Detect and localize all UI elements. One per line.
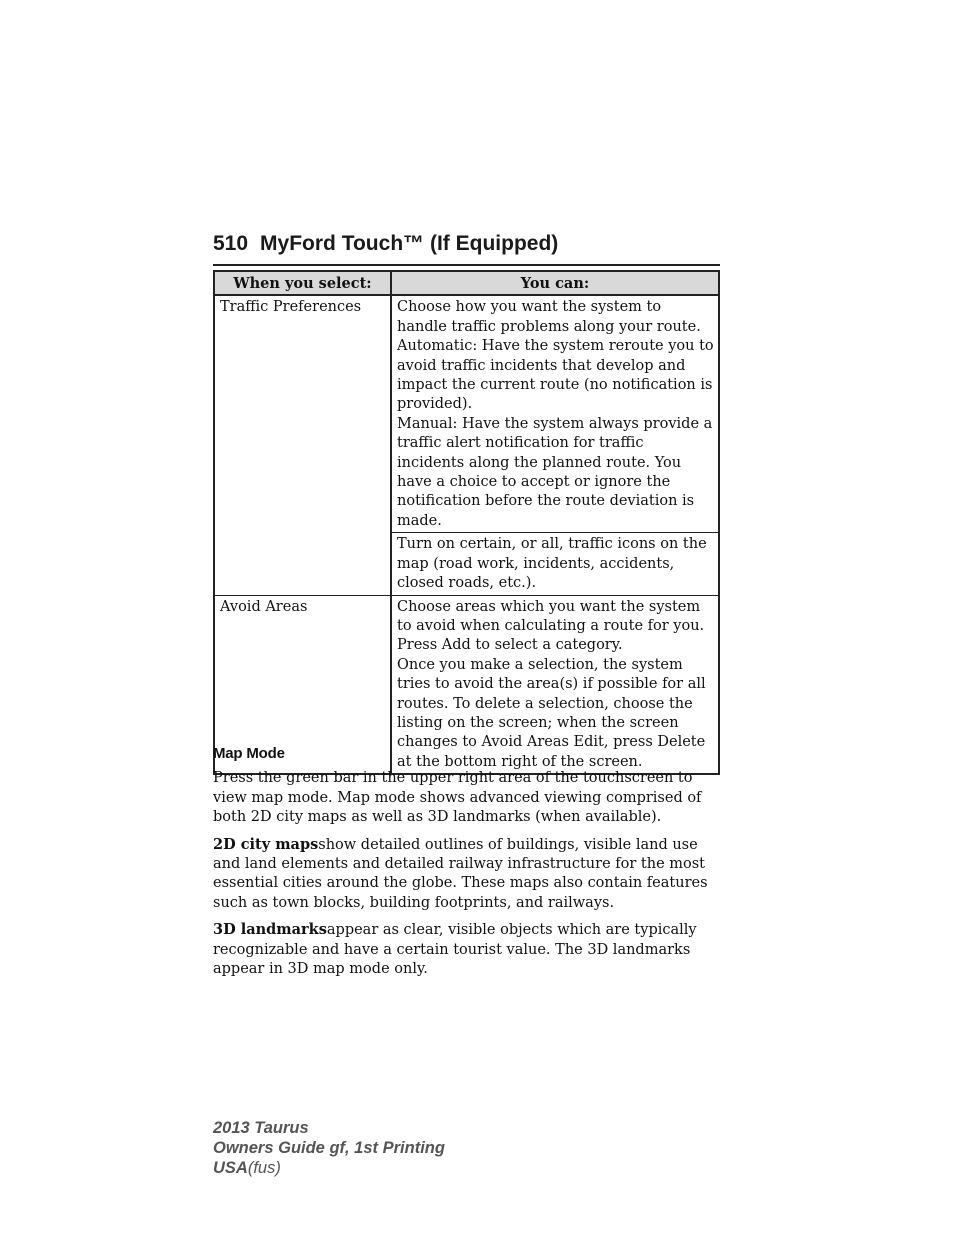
page-number: 510 — [213, 232, 249, 255]
section-title: MyFord Touch™ (If Equipped) — [260, 232, 559, 255]
row-label: Traffic Preferences — [214, 295, 391, 532]
description-paragraph: Turn on certain, or all, traffic icons on the map (road work, incidents, accidents, closed roads, etc.). — [397, 536, 707, 592]
intro-paragraph: Press the green bar in the upper right area of the touchscreen to view map mode. Map mode shows advanced viewing comprised of both 2D city maps as well as 3D landmarks (when available). — [213, 770, 702, 826]
landmarks-paragraph — [213, 920, 723, 979]
city-maps-text: show detailed outlines of buildings, visible land use and land elements and detailed railway infrastructure for the most essential cities around the globe. These maps also contain features such as town blocks, building footprints, and railways. — [213, 836, 708, 911]
section-heading: Map Mode — [213, 745, 285, 762]
column-header-select: When you select: — [214, 271, 391, 295]
row-label: Avoid Areas — [214, 595, 391, 774]
description-paragraph: Choose areas which you want the system to avoid when calculating a route for you. Press Add to select a category. — [397, 598, 705, 654]
map-mode-section — [213, 744, 723, 986]
table-row — [214, 295, 719, 532]
column-header-can: You can: — [391, 271, 719, 295]
footer-model: 2013 Taurus — [213, 1119, 309, 1137]
city-maps-paragraph — [213, 835, 723, 914]
settings-table — [213, 270, 720, 775]
row-description — [391, 533, 719, 595]
description-paragraph: Manual: Have the system always provide a traffic alert notification for traffic incidents along the planned route. You have a choice to accept or ignore the notification before the route deviation is made. — [397, 415, 713, 529]
description-paragraph: Once you make a selection, the system tries to avoid the area(s) if possible for all routes. To delete a selection, choose the listing on the screen; when the screen changes to Avoid Areas Edit, press Delete at the bottom right of the screen. — [397, 656, 706, 770]
footer-country: USA — [213, 1159, 248, 1177]
row-label — [214, 533, 391, 595]
description-paragraph: Automatic: Have the system reroute you to avoid traffic incidents that develop and impact the current route (no notification is provided). — [397, 338, 714, 413]
footer-guide: Owners Guide gf, 1st Printing — [213, 1139, 445, 1157]
page-footer — [213, 1118, 445, 1178]
landmarks-text: appear as clear, visible objects which are typically recognizable and have a certain tourist value. The 3D landmarks appear in 3D map mode only. — [213, 922, 697, 978]
description-paragraph: Choose how you want the system to handle traffic problems along your route. — [397, 299, 701, 335]
table-header-row — [214, 271, 719, 295]
page-header — [213, 232, 720, 262]
table-row — [214, 533, 719, 595]
footer-market — [213, 1158, 445, 1178]
landmarks-term: 3D landmarks — [213, 921, 327, 939]
row-description — [391, 295, 719, 532]
city-maps-term: 2D city maps — [213, 835, 319, 853]
header-rule — [213, 264, 720, 266]
footer-code: (fus) — [247, 1159, 281, 1177]
